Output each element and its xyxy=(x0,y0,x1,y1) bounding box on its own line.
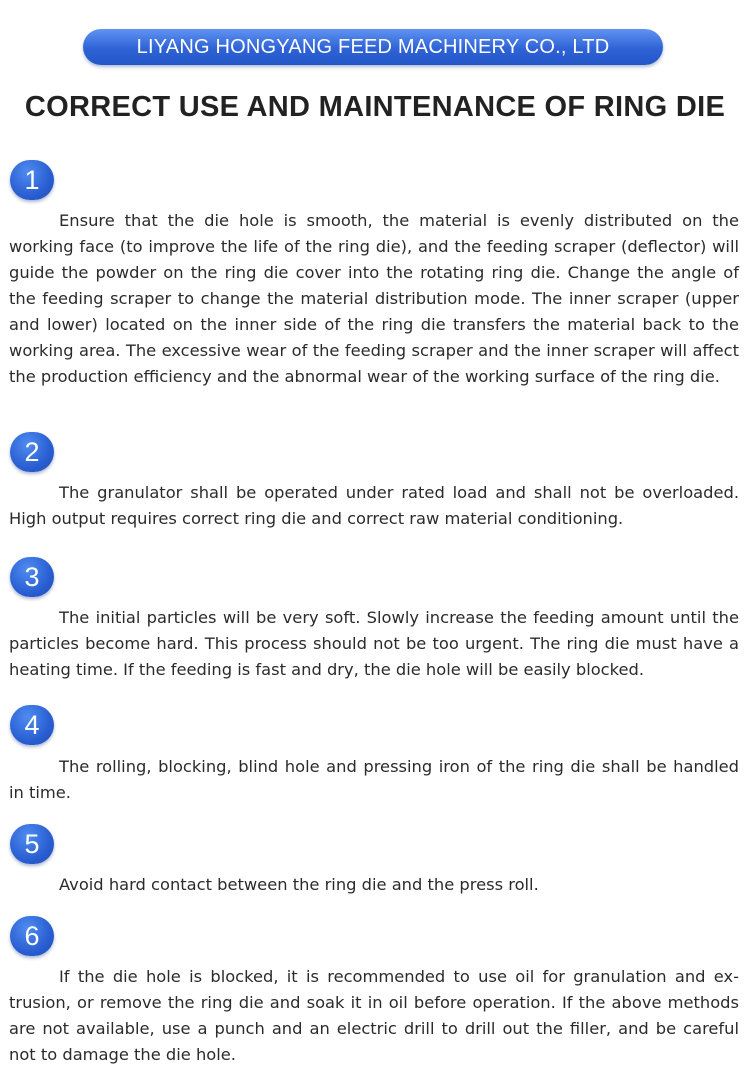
step-text-4: The rolling, blocking, blind hole and pressing iron of the ring die shall be handled in time. xyxy=(9,757,739,802)
step-badge-4: 4 xyxy=(10,705,54,745)
step-text-6: If the die hole is blocked, it is recommended to use oil for granulation and extrusion, or remove the ring die and soak it in oil before operation. If the above methods are not available, use a punch and an electric drill to drill out the filler, and be careful not to damage the die hole. xyxy=(9,967,739,1064)
step-badge-5: 5 xyxy=(10,824,54,864)
step-text-2: The granulator shall be operated under rated load and shall not be overloaded. High output requires correct ring die and correct raw material conditioning. xyxy=(9,483,739,528)
company-banner: LIYANG HONGYANG FEED MACHINERY CO., LTD xyxy=(83,29,663,65)
step-badge-6: 6 xyxy=(10,916,54,956)
page-title: CORRECT USE AND MAINTENANCE OF RING DIE xyxy=(24,91,726,123)
step-text-1: Ensure that the die hole is smooth, the material is evenly distributed on the working face (to improve the life of the ring die), and the feeding scraper (deflector) will guide the powder on the ring die cover into the rotating ring die. Change the angle of the feeding scraper to change the material distribution mode. The inner scraper (upper and lower) located on the inner side of the ring die transfers the material back to the working area. The excessive wear of the feeding scraper and the inner scraper will affect the production efficiency and the abnormal wear of the working surface of the ring die. xyxy=(9,211,739,386)
step-badge-1: 1 xyxy=(10,160,54,200)
step-badge-2: 2 xyxy=(10,432,54,472)
step-text-3: The initial particles will be very soft. Slowly increase the feeding amount until the particles become hard. This process should not be too urgent. The ring die must have a heating time. If the feeding is fast and dry, the die hole will be easily blocked. xyxy=(9,608,739,679)
step-badge-3: 3 xyxy=(10,557,54,597)
step-text-5: Avoid hard contact between the ring die and the press roll. xyxy=(59,875,539,894)
